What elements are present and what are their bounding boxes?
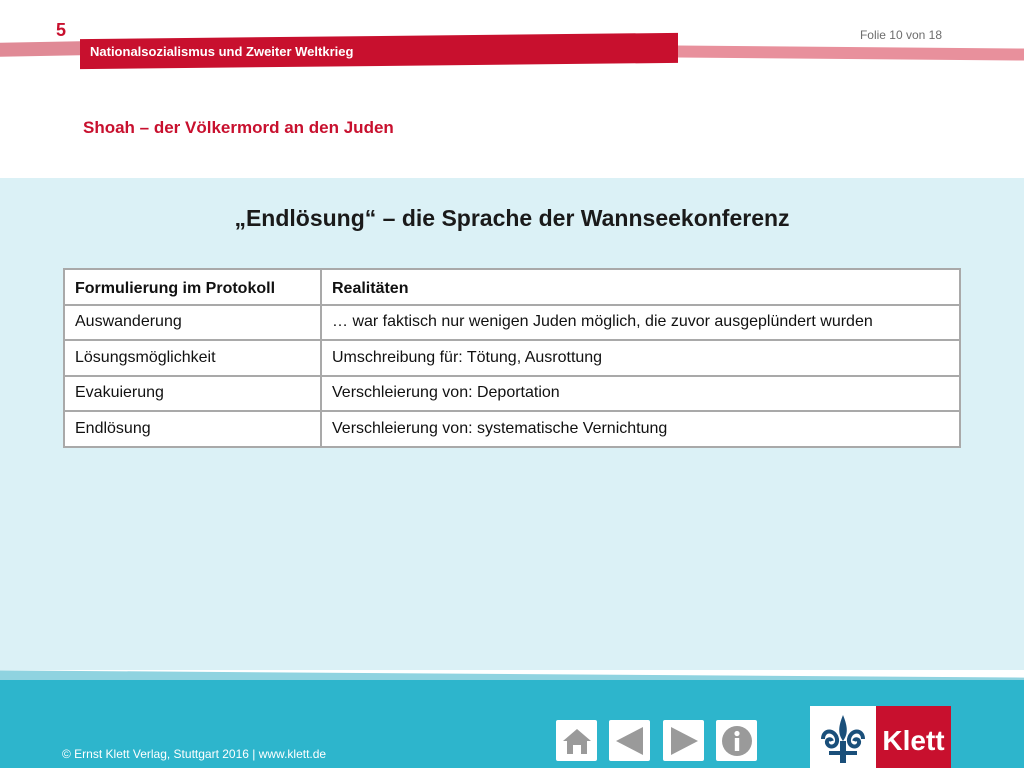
table-cell-term: Evakuierung: [64, 376, 321, 412]
previous-slide-button[interactable]: [609, 720, 650, 761]
table-cell-term: Lösungsmöglichkeit: [64, 340, 321, 376]
table-cell-term: Auswanderung: [64, 305, 321, 341]
triangle-left-icon: [613, 724, 647, 758]
slide-counter: Folie 10 von 18: [859, 28, 942, 42]
table-row: [64, 340, 960, 376]
header: [0, 0, 1024, 178]
table-cell-reality: Verschleierung von: systematische Vernichtung: [321, 411, 960, 447]
info-icon: [720, 724, 754, 758]
chapter-number: 5: [56, 20, 67, 40]
table-row: [64, 305, 960, 341]
column-header-realities: Realitäten: [321, 269, 960, 305]
klett-logo[interactable]: [810, 706, 951, 768]
table-cell-reality: … war faktisch nur wenigen Juden möglich, die zuvor ausgeplündert wurden: [321, 305, 960, 341]
header-band-right: [678, 45, 1024, 60]
table-row: [64, 376, 960, 412]
slide-content: [0, 178, 1024, 670]
footer-band: [0, 680, 1024, 768]
table-cell-reality: Umschreibung für: Tötung, Ausrottung: [321, 340, 960, 376]
logo-text: Klett: [876, 706, 951, 768]
copyright: © Ernst Klett Verlag, Stuttgart 2016 | www.klett.de: [62, 747, 327, 761]
page-title: „Endlösung“ – die Sprache der Wannseekonferenz: [234, 205, 790, 231]
terms-table: [63, 268, 961, 448]
table-header-row: [64, 269, 960, 305]
footer: [0, 670, 1024, 768]
table-cell-term: Endlösung: [64, 411, 321, 447]
home-icon: [560, 724, 594, 758]
triangle-right-icon: [667, 724, 701, 758]
table-cell-reality: Verschleierung von: Deportation: [321, 376, 960, 412]
home-button[interactable]: [556, 720, 597, 761]
column-header-formulation: Formulierung im Protokoll: [64, 269, 321, 305]
klett-emblem-icon: [810, 706, 876, 768]
page-subtitle: Shoah – der Völkermord an den Juden: [83, 118, 394, 137]
info-button[interactable]: [716, 720, 757, 761]
next-slide-button[interactable]: [663, 720, 704, 761]
header-band-left: [0, 41, 80, 56]
table-row: [64, 411, 960, 447]
band-title: Nationalsozialismus und Zweiter Weltkrieg: [90, 44, 354, 59]
